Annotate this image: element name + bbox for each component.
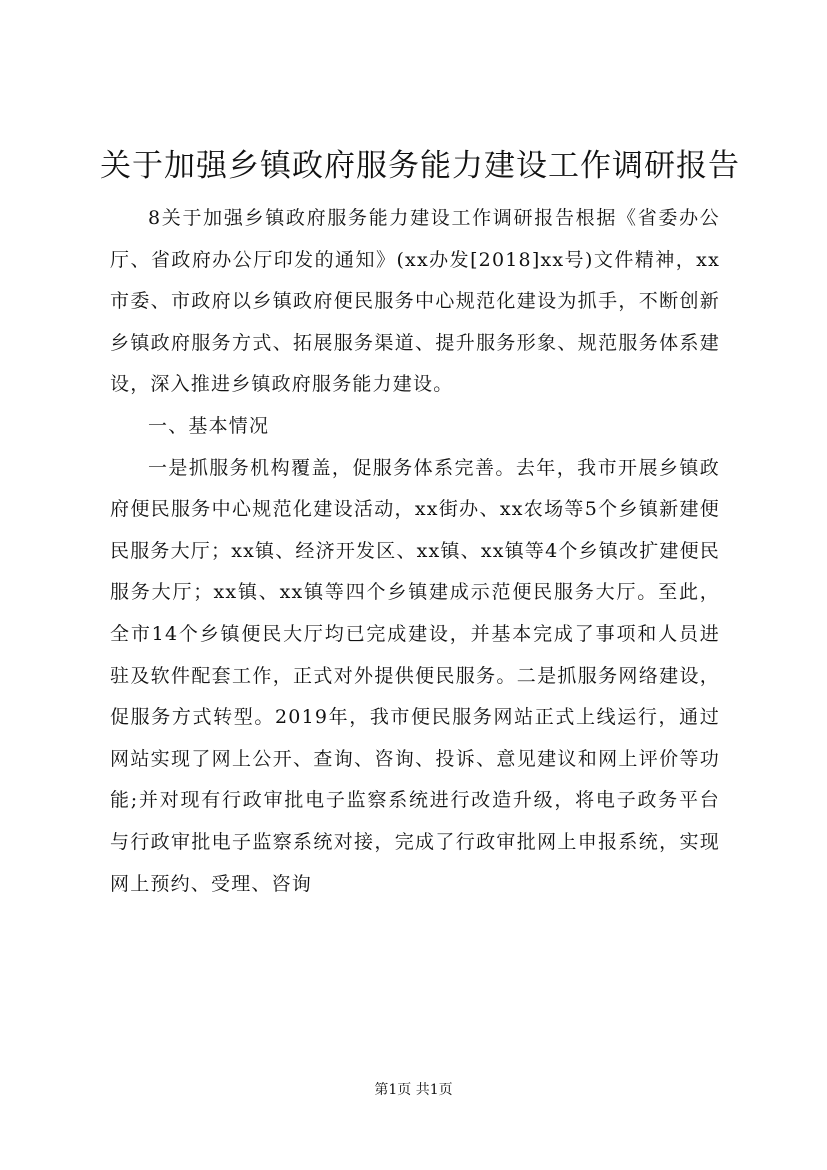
document-body	[110, 198, 720, 905]
basic-situation-paragraph: 一是抓服务机构覆盖，促服务体系完善。去年，我市开展乡镇政府便民服务中心规范化建设活动，xx街办、xx农场等5个乡镇新建便民服务大厅；xx镇、经济开发区、xx镇、xx镇等4个乡镇改扩建便民服务大厅；xx镇、xx镇等四个乡镇建成示范便民服务大厅。至此，全市14个乡镇便民大厅均已完成建设，并基本完成了事项和人员进驻及软件配套工作，正式对外提供便民服务。二是抓服务网络建设，促服务方式转型。2019年，我市便民服务网站正式上线运行，通过网站实现了网上公开、查询、咨询、投诉、意见建议和网上评价等功能;并对现有行政审批电子监察系统进行改造升级，将电子政务平台与行政审批电子监察系统对接，完成了行政审批网上申报系统，实现网上预约、受理、咨询	[110, 456, 720, 895]
intro-paragraph: 8关于加强乡镇政府服务能力建设工作调研报告根据《省委办公厅、省政府办公厅印发的通知》(xx办发[2018]xx号)文件精神，xx市委、市政府以乡镇政府便民服务中心规范化建设为抓手，不断创新乡镇政府服务方式、拓展服务渠道、提升服务形象、规范服务体系建设，深入推进乡镇政府服务能力建设。	[110, 207, 720, 396]
page-footer: 第1页 共1页	[374, 1082, 453, 1098]
section-heading-basic-situation: 一、基本情况	[148, 414, 270, 437]
document-title: 关于加强乡镇政府服务能力建设工作调研报告	[100, 148, 740, 184]
